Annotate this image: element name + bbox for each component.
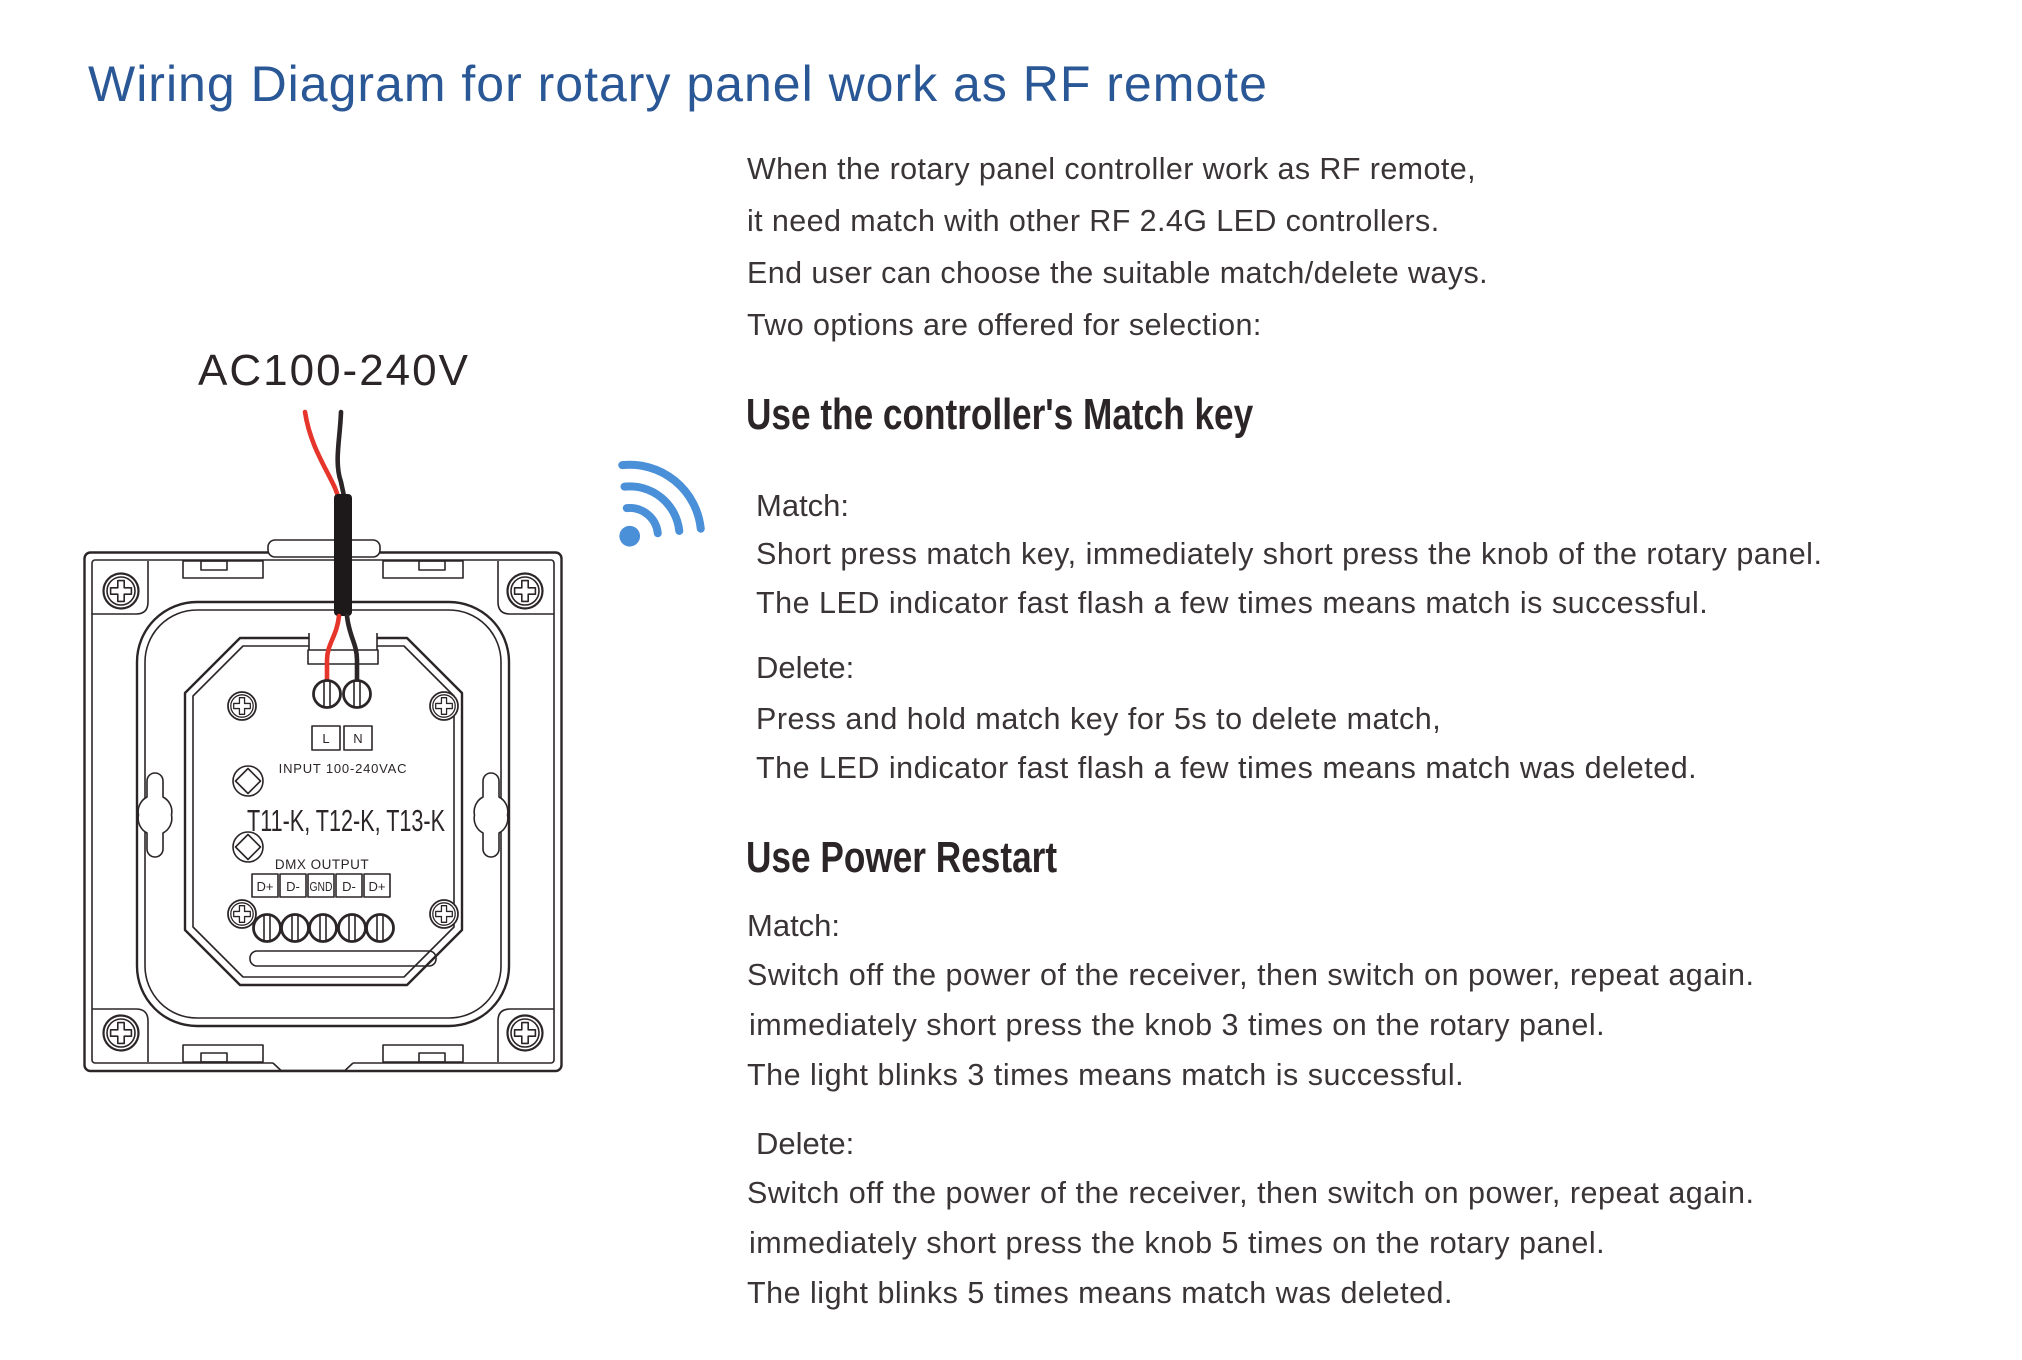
delete-label: Delete: — [756, 1126, 855, 1161]
instruction-line: Short press match key, immediately short press the knob of the rotary panel. — [756, 537, 1823, 571]
block-screw — [430, 692, 458, 720]
cable-entry-tab — [268, 540, 380, 557]
n-terminal-label: N — [353, 731, 363, 746]
instruction-line: The light blinks 3 times means match is successful. — [747, 1058, 1465, 1092]
instruction-line: Switch off the power of the receiver, then switch on power, repeat again. — [747, 958, 1755, 992]
page-title: Wiring Diagram for rotary panel work as RF remote — [88, 56, 1268, 112]
dmx-terminal-label: GND — [309, 879, 333, 894]
intro-line: End user can choose the suitable match/delete ways. — [747, 256, 1488, 290]
intro-line: it need match with other RF 2.4G LED controllers. — [747, 204, 1440, 238]
keyhole-slot — [138, 773, 172, 857]
panel-screw — [508, 1016, 543, 1051]
dmx-terminal-label: D+ — [256, 879, 274, 894]
dmx-terminal-label: D- — [286, 879, 300, 894]
instruction-line: immediately short press the knob 3 times on the rotary panel. — [749, 1008, 1606, 1042]
instruction-line: The light blinks 5 times means match was deleted. — [747, 1276, 1453, 1310]
screw-terminal — [314, 681, 341, 708]
instruction-line: Switch off the power of the receiver, then switch on power, repeat again. — [747, 1176, 1755, 1210]
bottom-bar — [250, 951, 436, 966]
match-label: Match: — [756, 488, 850, 523]
block-screw — [228, 900, 256, 928]
panel-screw — [104, 1016, 139, 1051]
model-label: T11-K, T12-K, T13-K — [247, 803, 446, 838]
screw-terminal — [339, 915, 366, 942]
delete-label: Delete: — [756, 650, 855, 685]
live-wire — [305, 412, 338, 496]
intro-line: Two options are offered for selection: — [747, 308, 1262, 342]
input-caption: INPUT 100-240VAC — [278, 761, 408, 776]
screw-terminal — [310, 915, 337, 942]
instruction-line: The LED indicator fast flash a few times means match was deleted. — [756, 751, 1698, 785]
intro-line: When the rotary panel controller work as RF remote, — [747, 152, 1476, 186]
dmx-terminal-label: D- — [342, 879, 356, 894]
l-terminal-label: L — [322, 731, 330, 746]
instruction-line: The LED indicator fast flash a few times means match is successful. — [756, 586, 1709, 620]
dmx-output — [252, 857, 394, 942]
section-heading: Use the controller's Match key — [746, 390, 1254, 439]
ac-voltage-label: AC100-240V — [198, 346, 470, 395]
neutral-wire — [338, 412, 344, 496]
panel-screw — [508, 574, 543, 609]
rotated-screw — [233, 766, 263, 796]
screw-terminal — [367, 915, 394, 942]
block-screw — [228, 692, 256, 720]
input-terminals — [279, 681, 408, 777]
screw-terminal — [344, 681, 371, 708]
keyhole-slot — [474, 773, 508, 857]
match-label: Match: — [747, 908, 841, 943]
block-screw — [430, 900, 458, 928]
dmx-terminal-label: D+ — [368, 879, 386, 894]
terminal-slot-plate — [308, 650, 378, 664]
rf-signal-icon — [612, 452, 706, 548]
instruction-line: Press and hold match key for 5s to delete match, — [756, 702, 1442, 736]
section-heading: Use Power Restart — [746, 833, 1058, 882]
cable-sheath — [334, 494, 352, 616]
wiring-diagram — [83, 400, 563, 1085]
instruction-line: immediately short press the knob 5 times on the rotary panel. — [749, 1226, 1606, 1260]
screw-terminal — [254, 915, 281, 942]
panel-screw — [104, 574, 139, 609]
screw-terminal — [282, 915, 309, 942]
dmx-caption: DMX OUTPUT — [274, 857, 370, 872]
